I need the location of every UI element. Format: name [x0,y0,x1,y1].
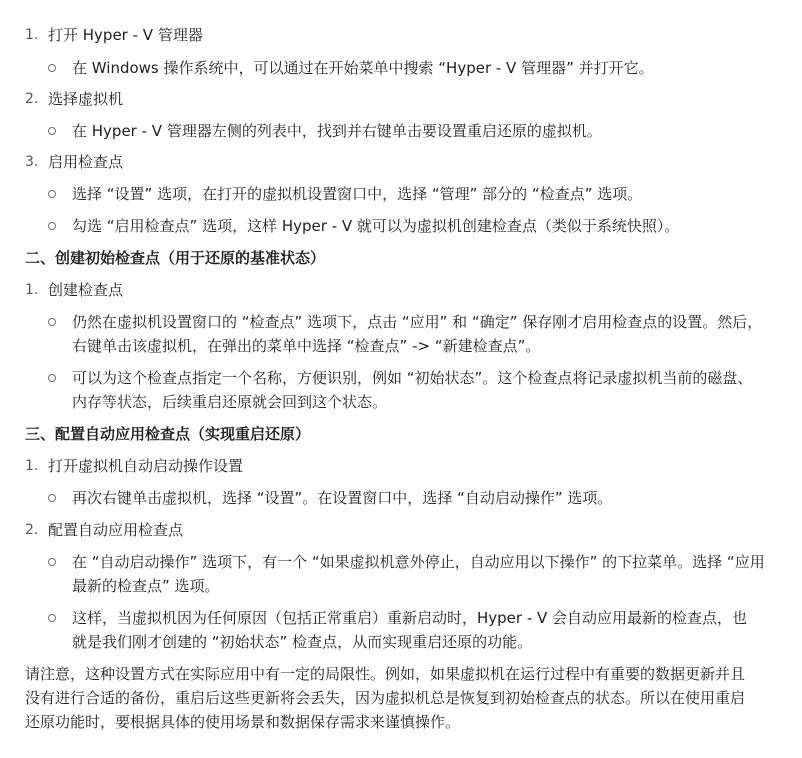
section-heading-3: 三、配置自动应用检查点（实现重启还原） [25,425,311,443]
bullet-text: 再次右键单击虚拟机，选择 “设置”。在设置窗口中，选择 “自动启动操作” 选项。 [72,489,613,507]
bullet-text: 选择 “设置” 选项，在打开的虚拟机设置窗口中，选择 “管理” 部分的 “检查点” 选项。 [72,185,643,203]
note-line: 请注意，这种设置方式在实际应用中有一定的局限性。例如，如果虚拟机在运行过程中有重要的数据更新并且 [25,665,746,683]
list-item-number: 1. [25,27,39,43]
bullet-text: 内存等状态，后续重启还原就会回到这个状态。 [72,393,388,411]
note-line: 没有进行合适的备份，重启后这些更新将会丢失，因为虚拟机总是恢复到初始检查点的状态。所以在使用重启 [25,689,746,707]
list-item-title: 选择虚拟机 [48,90,124,108]
bullet-text: 在 “自动启动操作” 选项下，有一个 “如果虚拟机意外停止，自动应用以下操作” 的下拉菜单。选择 “应用 [72,553,765,571]
bullet-text: 这样，当虚拟机因为任何原因（包括正常重启）重新启动时，Hyper - V 会自动应用最新的检查点，也 [72,609,748,627]
list-item-title: 打开虚拟机自动启动操作设置 [48,457,244,475]
bullet-circle-icon [48,64,56,72]
bullet-circle-icon [48,494,56,502]
bullet-text: 在 Windows 操作系统中，可以通过在开始菜单中搜索 “Hyper - V 管理器” 并打开它。 [72,59,654,77]
bullet-circle-icon [48,614,56,622]
bullet-text: 就是我们刚才创建的 “初始状态” 检查点，从而实现重启还原的功能。 [72,633,533,651]
list-item-number: 3. [25,154,39,170]
bullet-circle-icon [48,374,56,382]
section-heading-2: 二、创建初始检查点（用于还原的基准状态） [25,249,326,267]
list-item-title: 配置自动应用检查点 [48,521,184,539]
list-item-number: 2. [25,91,39,107]
bullet-circle-icon [48,318,56,326]
list-item-number: 2. [25,522,39,538]
bullet-circle-icon [48,222,56,230]
bullet-text: 最新的检查点” 选项。 [72,577,220,595]
list-item-title: 启用检查点 [48,153,124,171]
bullet-circle-icon [48,558,56,566]
bullet-text: 仍然在虚拟机设置窗口的 “检查点” 选项下，点击 “应用” 和 “确定” 保存刚才启用检查点的设置。然后， [72,313,763,331]
bullet-circle-icon [48,190,56,198]
bullet-text: 右键单击该虚拟机，在弹出的菜单中选择 “检查点” -> “新建检查点”。 [72,337,541,355]
bullet-text: 可以为这个检查点指定一个名称，方便识别，例如 “初始状态”。这个检查点将记录虚拟机当前的磁盘、 [72,369,753,387]
list-item-title: 创建检查点 [48,281,124,299]
list-item-number: 1. [25,282,39,298]
bullet-circle-icon [48,127,56,135]
bullet-text: 在 Hyper - V 管理器左侧的列表中，找到并右键单击要设置重启还原的虚拟机。 [72,122,602,140]
note-line: 还原功能时，要根据具体的使用场景和数据保存需求来谨慎操作。 [25,713,461,731]
bullet-text: 勾选 “启用检查点” 选项，这样 Hyper - V 就可以为虚拟机创建检查点（类似于系统快照）。 [72,217,680,235]
list-item-number: 1. [25,458,39,474]
list-item-title: 打开 Hyper - V 管理器 [48,26,203,44]
